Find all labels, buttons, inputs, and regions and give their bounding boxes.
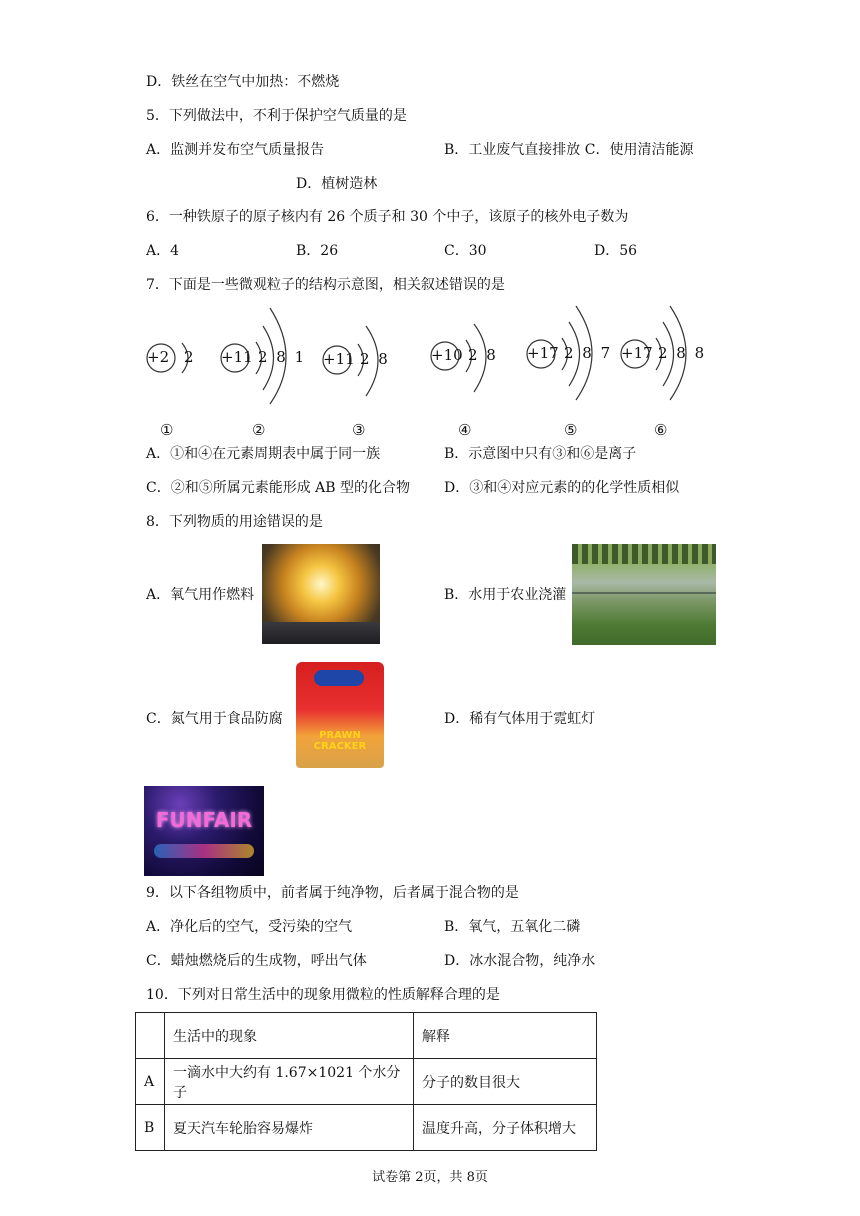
q5-option-d: D．植树造林 — [296, 176, 378, 192]
q7-option-a: A．①和④在元素周期表中属于同一族 — [146, 446, 381, 462]
burner-base — [262, 622, 380, 644]
q4-option-d: D．铁丝在空气中加热：不燃烧 — [146, 74, 340, 90]
q8-option-c: C．氮气用于食品防腐 — [146, 711, 283, 727]
table-cell: 夏天汽车轮胎容易爆炸 — [165, 1105, 414, 1151]
table-cell: 一滴水中大约有 1.67×1021 个水分子 — [165, 1059, 414, 1105]
q5-option-bc: B．工业废气直接排放 C．使用清洁能源 — [444, 142, 694, 158]
atom-4-label: ④ — [458, 421, 472, 439]
funfair-sign: FUNFAIR — [155, 808, 253, 832]
page-footer: 试卷第 2页，共 8页 — [372, 1170, 488, 1185]
neon-funfair-photo — [144, 786, 264, 876]
q9-stem: 9．以下各组物质中，前者属于纯净物，后者属于混合物的是 — [146, 885, 519, 901]
atom-3-shells: 2 8 — [360, 350, 390, 368]
table-cell: B — [136, 1105, 165, 1151]
snack-label — [292, 730, 388, 752]
table-cell: A — [136, 1059, 165, 1105]
atom-6 — [618, 300, 708, 404]
q7-stem: 7．下面是一些微观粒子的结构示意图，相关叙述错误的是 — [146, 277, 505, 293]
atom-6-nucleus: +17 — [621, 344, 653, 362]
table-header-row — [136, 1013, 597, 1059]
q8-option-d: D．稀有气体用于霓虹灯 — [444, 711, 596, 727]
q9-option-b: B．氧气，五氧化二磷 — [444, 919, 581, 935]
atom-1-label: ① — [160, 421, 174, 439]
q8-stem: 8．下列物质的用途错误的是 — [146, 514, 323, 530]
q8-option-a: A．氧气用作燃料 — [146, 587, 255, 603]
atom-4-nucleus: +10 — [431, 346, 463, 364]
q7-option-b: B．示意图中只有③和⑥是离子 — [444, 446, 637, 462]
q9-option-c: C．蜡烛燃烧后的生成物，呼出气体 — [146, 953, 367, 969]
q8-option-b: B．水用于农业浇灌 — [444, 587, 567, 603]
atom-1-shells: 2 — [184, 348, 194, 366]
flame-photo — [262, 544, 380, 644]
table-cell: 温度升高，分子体积增大 — [414, 1105, 597, 1151]
q9-option-d: D．冰水混合物，纯净水 — [444, 953, 596, 969]
q7-option-c: C．②和⑤所属元素能形成 AB 型的化合物 — [146, 480, 411, 496]
q10-table — [135, 1012, 597, 1151]
atom-5-nucleus: +17 — [527, 344, 559, 362]
q9-option-a: A．净化后的空气，受污染的空气 — [146, 919, 353, 935]
atom-2 — [218, 300, 308, 404]
crop-row — [572, 544, 716, 564]
q6-option-b: B．26 — [296, 243, 339, 259]
snack-label-bottom: CRACKER — [313, 741, 367, 752]
atom-2-nucleus: +11 — [221, 348, 253, 366]
irrigation-photo — [572, 544, 716, 645]
atom-4 — [428, 318, 508, 412]
atom-3 — [320, 318, 400, 412]
atom-5 — [524, 300, 614, 404]
atom-6-label: ⑥ — [654, 421, 668, 439]
table-header-cell — [136, 1013, 165, 1059]
atom-1 — [144, 338, 204, 392]
atom-5-label: ⑤ — [564, 421, 578, 439]
table-row — [136, 1105, 597, 1151]
table-header-cell: 解释 — [414, 1013, 597, 1059]
atom-2-label: ② — [252, 421, 266, 439]
q10-stem: 10．下列对日常生活中的现象用微粒的性质解释合理的是 — [146, 987, 500, 1003]
q6-option-d: D．56 — [594, 243, 638, 259]
neon-lights — [154, 844, 254, 858]
snack-label-top: PRAWN — [319, 730, 361, 741]
atom-1-nucleus: +2 — [147, 348, 170, 366]
table-header-cell: 生活中的现象 — [165, 1013, 414, 1059]
snack-bag-photo — [292, 658, 388, 772]
table-cell: 分子的数目很大 — [414, 1059, 597, 1105]
snack-logo — [314, 670, 364, 686]
q5-stem: 5．下列做法中，不利于保护空气质量的是 — [146, 108, 407, 124]
irrigation-pipe — [572, 592, 716, 594]
q6-option-a: A．4 — [146, 243, 180, 259]
atom-3-label: ③ — [352, 421, 366, 439]
atom-3-nucleus: +11 — [323, 350, 355, 368]
table-row — [136, 1059, 597, 1105]
q6-stem: 6．一种铁原子的原子核内有 26 个质子和 30 个中子，该原子的核外电子数为 — [146, 209, 629, 225]
atom-4-shells: 2 8 — [468, 346, 498, 364]
q5-option-a: A．监测并发布空气质量报告 — [146, 142, 325, 158]
atom-6-shells: 2 8 8 — [658, 344, 707, 362]
q6-option-c: C．30 — [444, 243, 487, 259]
atom-2-shells: 2 8 1 — [258, 348, 307, 366]
atom-5-shells: 2 8 7 — [564, 344, 613, 362]
q7-option-d: D．③和④对应元素的的化学性质相似 — [444, 480, 680, 496]
